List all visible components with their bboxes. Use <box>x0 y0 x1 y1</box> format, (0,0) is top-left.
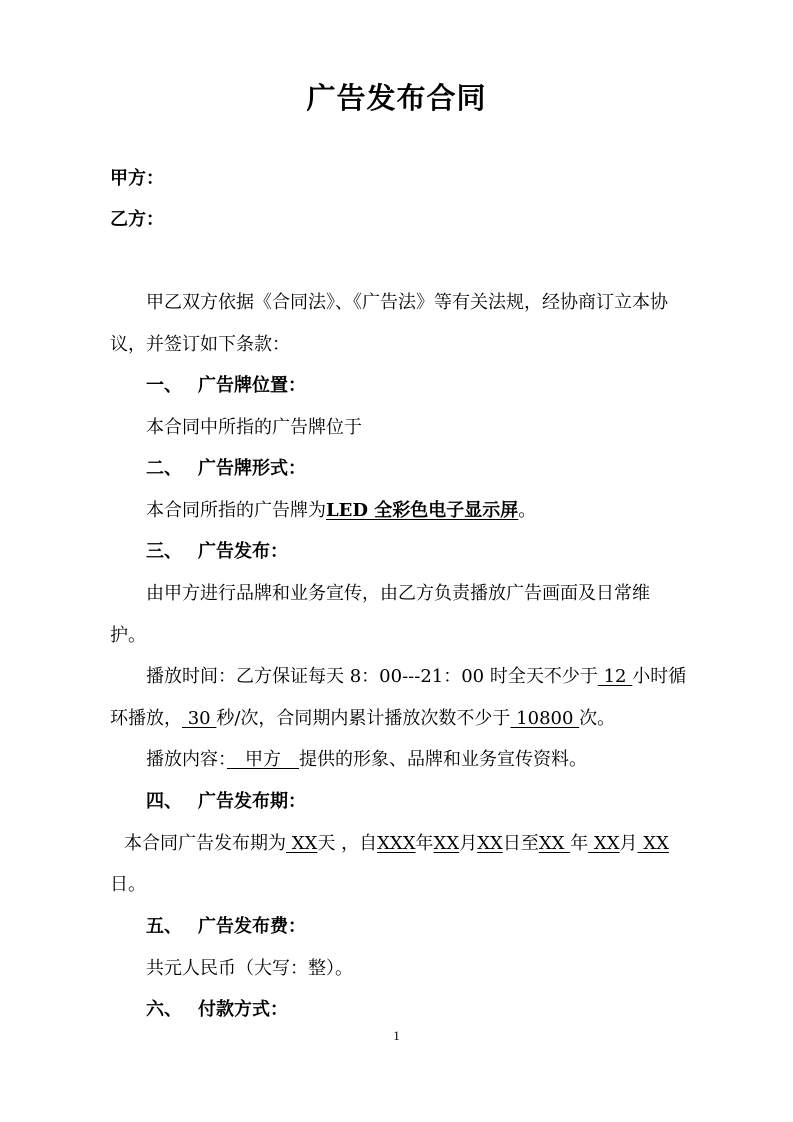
section-title: 广告发布期： <box>198 791 306 812</box>
section-2-heading <box>146 457 306 481</box>
intro-line-1: 甲乙双方依据《合同法》、《广告法》等有关法规，经协商订立本协 <box>146 292 668 313</box>
period-text: 年 <box>415 833 434 854</box>
period-text: 天 ，自 <box>317 833 378 854</box>
start-year: XXX <box>377 833 416 854</box>
fee-text: 共元人民币（大写：整）。 <box>146 958 353 979</box>
period-line-2: 日。 <box>110 874 146 895</box>
section-6-heading <box>146 998 288 1022</box>
time-suffix: 次。 <box>579 708 616 729</box>
start-month: XX <box>433 833 460 854</box>
form-prefix: 本合同所指的广告牌为 <box>146 500 326 521</box>
period-line-1 <box>124 832 669 856</box>
content-line <box>146 748 587 772</box>
section-4-heading <box>146 790 306 814</box>
publish-line-2: 护。 <box>110 625 146 646</box>
section-1-heading <box>146 374 306 398</box>
start-day: XX <box>477 833 503 854</box>
intro-line-2: 议，并签订如下条款： <box>110 334 290 355</box>
form-value: LED 全彩色电子显示屏 <box>326 500 519 521</box>
section-title: 广告牌位置： <box>198 375 306 396</box>
period-text: 年 <box>570 833 589 854</box>
period-text: 月 <box>459 833 478 854</box>
time-line-1 <box>146 665 686 689</box>
time-line-2 <box>110 707 615 731</box>
content-suffix: 提供的形象、品牌和业务宣传资料。 <box>299 749 587 770</box>
time-prefix: 播放时间：乙方保证每天 8：00---21：00 时全天不少于 <box>146 666 598 687</box>
section-3-heading <box>146 540 288 564</box>
count-value: 10800 <box>510 708 580 729</box>
section-title: 广告牌形式： <box>198 458 306 479</box>
section-number: 一、 <box>146 375 182 396</box>
content-provider: 甲方 <box>227 749 299 770</box>
party-a-label: 甲方： <box>110 168 164 189</box>
section-title: 广告发布： <box>198 541 288 562</box>
section-5-heading <box>146 915 306 939</box>
section-number: 六、 <box>146 999 182 1020</box>
period-text: 本合同广告发布期为 <box>124 833 286 854</box>
document-title: 广告发布合同 <box>306 81 487 115</box>
party-b-label: 乙方： <box>110 209 164 230</box>
end-year: XX <box>538 833 571 854</box>
section-number: 四、 <box>146 791 182 812</box>
period-text: 月 <box>619 833 638 854</box>
form-suffix: 。 <box>518 500 537 521</box>
time-mid: 秒/次，合同期内累计播放次数不少于 <box>216 708 511 729</box>
period-days: XX <box>286 833 318 854</box>
end-day: XX <box>637 833 669 854</box>
seconds-value: 30 <box>182 708 217 729</box>
section-title: 广告发布费： <box>198 916 306 937</box>
time-prefix: 环播放， <box>110 708 182 729</box>
publish-line-1: 由甲方进行品牌和业务宣传，由乙方负责播放广告画面及日常维 <box>146 583 650 604</box>
section-number: 三、 <box>146 541 182 562</box>
location-text: 本合同中所指的广告牌位于 <box>146 417 362 438</box>
section-number: 五、 <box>146 916 182 937</box>
page-number: 1 <box>393 1028 400 1043</box>
end-month: XX <box>588 833 620 854</box>
hours-value: 12 <box>597 666 633 687</box>
form-text <box>146 499 536 523</box>
content-prefix: 播放内容： <box>146 749 227 770</box>
section-number: 二、 <box>146 458 182 479</box>
time-suffix: 小时循 <box>632 666 687 687</box>
section-title: 付款方式： <box>198 999 288 1020</box>
period-text: 日至 <box>502 833 539 854</box>
